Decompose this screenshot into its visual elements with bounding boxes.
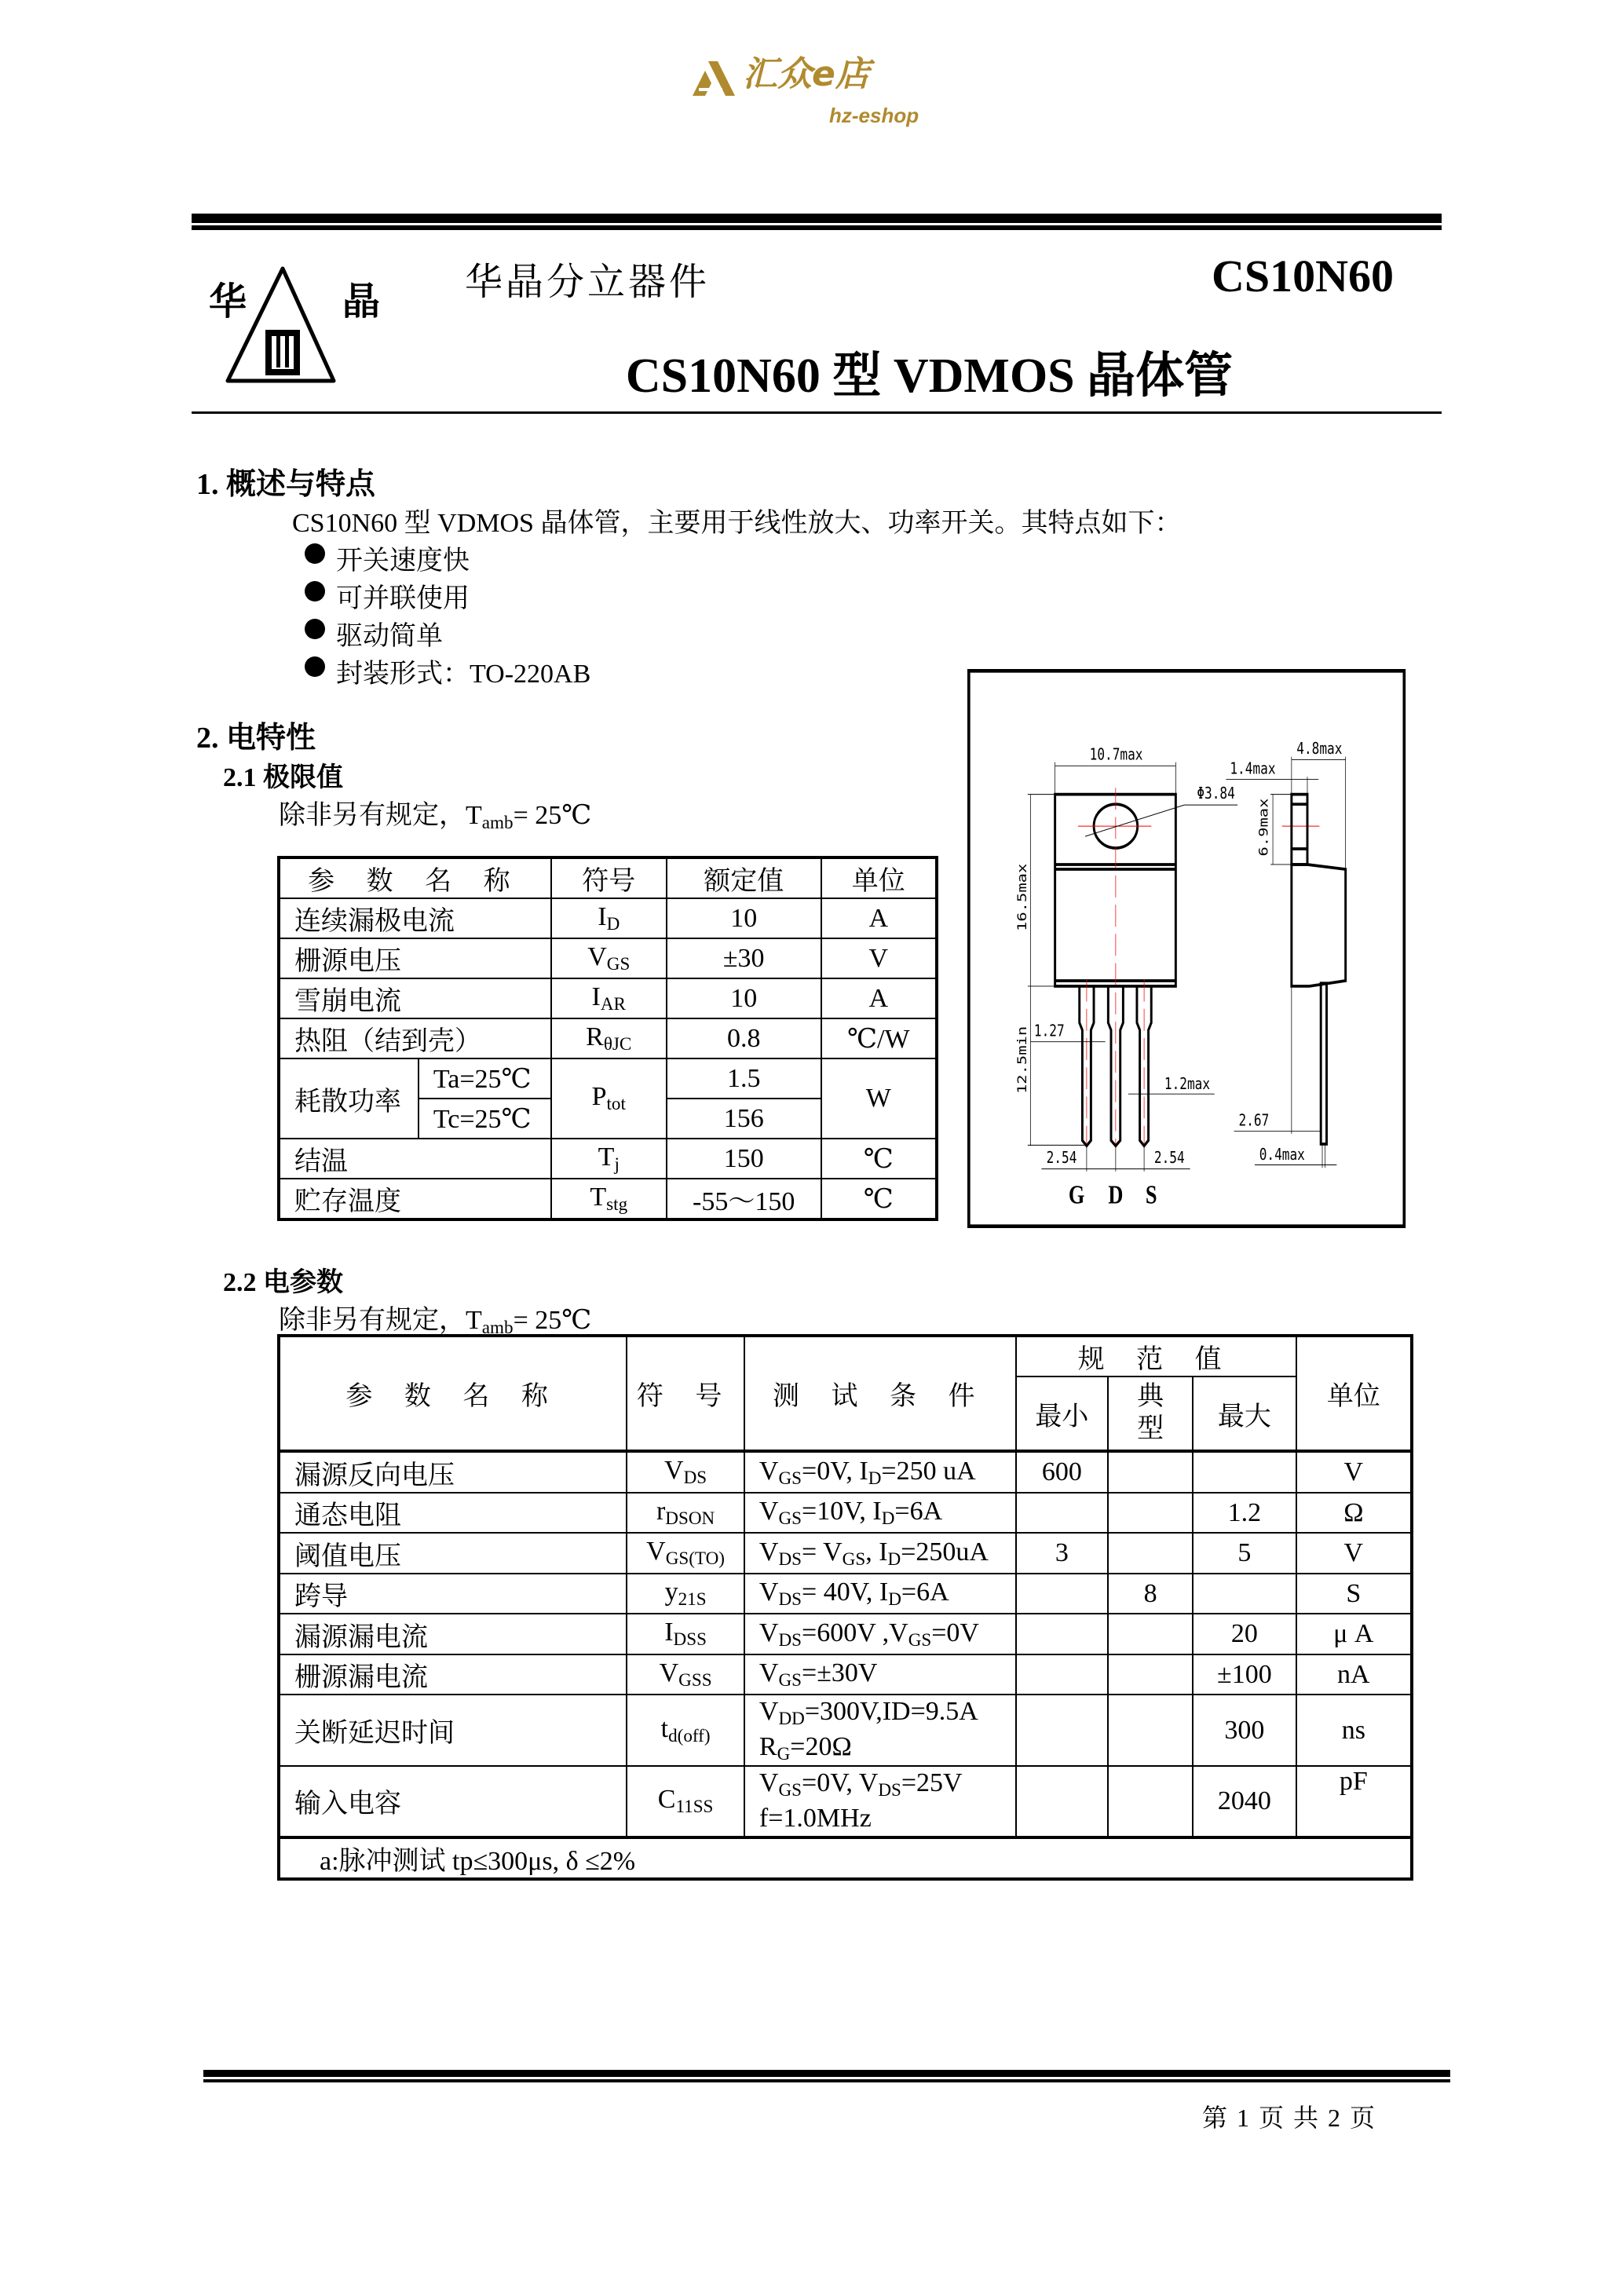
header-cell: 最大 bbox=[1193, 1377, 1296, 1451]
text-part: =6A bbox=[901, 1578, 949, 1607]
text-part: =0V bbox=[931, 1618, 979, 1647]
subscript: GS bbox=[778, 1468, 802, 1489]
symbol-cell bbox=[551, 938, 667, 978]
text-part: , I bbox=[865, 1537, 888, 1567]
value-cell: 156 bbox=[667, 1099, 821, 1139]
text-part: =600V ,V bbox=[802, 1618, 908, 1647]
text-part: V bbox=[758, 1658, 779, 1688]
unit-cell: V bbox=[1296, 1533, 1412, 1574]
max-cell: 300 bbox=[1193, 1695, 1296, 1766]
param-name: 热阻（结到壳） bbox=[279, 1018, 551, 1058]
subscript: D bbox=[868, 1468, 882, 1489]
pin-label-source: S bbox=[1145, 1179, 1157, 1210]
text-part: V bbox=[664, 1456, 684, 1486]
symbol-cell bbox=[551, 978, 667, 1018]
unit-cell: μ A bbox=[1296, 1614, 1412, 1654]
bullet-icon bbox=[305, 543, 325, 564]
param-name: 漏源反向电压 bbox=[279, 1451, 627, 1493]
condition-cell bbox=[744, 1493, 1016, 1533]
text-part: y bbox=[664, 1577, 678, 1607]
typ-cell bbox=[1108, 1654, 1193, 1695]
param-name: 通态电阻 bbox=[279, 1493, 627, 1533]
param-name: 关断延迟时间 bbox=[279, 1695, 627, 1766]
dim-width: 10.7max bbox=[1089, 745, 1143, 764]
text-part: =300V,ID=9.5A bbox=[804, 1697, 978, 1726]
unit-cell: V bbox=[1296, 1451, 1412, 1493]
header-cell: 参 数 名 称 bbox=[279, 1336, 627, 1451]
text-part: V bbox=[758, 1697, 779, 1726]
header-cell: 额定值 bbox=[667, 857, 821, 898]
symbol-main: V bbox=[587, 941, 607, 971]
page-number: 第 1 页 共 2 页 bbox=[1202, 2104, 1377, 2132]
electrical-table bbox=[277, 1334, 1413, 1881]
subscript: GS bbox=[842, 1548, 866, 1570]
text-part: t bbox=[660, 1713, 669, 1743]
text-part: V bbox=[646, 1537, 666, 1567]
subscript: D bbox=[887, 1548, 901, 1570]
max-cell: ±100 bbox=[1193, 1654, 1296, 1695]
symbol-sub: θJC bbox=[603, 1033, 632, 1055]
symbol-cell bbox=[627, 1574, 744, 1614]
symbol-cell bbox=[627, 1493, 744, 1533]
value-cell: 10 bbox=[667, 978, 821, 1018]
value-cell: ±30 bbox=[667, 938, 821, 978]
table-row bbox=[279, 1493, 1412, 1533]
dim-depth: 4.8max bbox=[1296, 740, 1343, 759]
symbol-main: I bbox=[598, 901, 607, 931]
condition-cell bbox=[744, 1614, 1016, 1654]
unit-cell: ℃ bbox=[821, 1139, 937, 1179]
param-name: 栅源电压 bbox=[279, 938, 551, 978]
shop-logo bbox=[691, 55, 950, 141]
table-row bbox=[279, 1614, 1412, 1654]
value-cell: 0.8 bbox=[667, 1018, 821, 1058]
min-cell bbox=[1016, 1654, 1109, 1695]
text-part: R bbox=[758, 1731, 777, 1761]
table-row bbox=[279, 1766, 1412, 1837]
param-name: 阈值电压 bbox=[279, 1533, 627, 1574]
note-sub: amb bbox=[481, 812, 514, 833]
unit-cell: V bbox=[821, 938, 937, 978]
subscript: d(off) bbox=[668, 1725, 711, 1746]
unit-cell: ℃ bbox=[821, 1179, 937, 1219]
header-cell: 符号 bbox=[551, 857, 667, 898]
subscript: DS bbox=[878, 1780, 901, 1801]
value-cell: 10 bbox=[667, 898, 821, 938]
param-name: 输入电容 bbox=[279, 1766, 627, 1837]
unit-cell: ℃/W bbox=[821, 1018, 937, 1058]
table-row bbox=[279, 1533, 1412, 1574]
min-cell: 600 bbox=[1016, 1451, 1109, 1493]
text-part: V bbox=[758, 1497, 779, 1526]
dim-pitch-right: 2.54 bbox=[1153, 1149, 1185, 1168]
shop-logo-icon bbox=[691, 60, 738, 97]
symbol-main: P bbox=[591, 1082, 607, 1112]
limits-heading: 2.1 极限值 bbox=[223, 763, 343, 792]
table-row bbox=[279, 1179, 937, 1219]
value-cell: -55～150 bbox=[667, 1179, 821, 1219]
footer-rule-thin bbox=[203, 2079, 1450, 2082]
note-sub: amb bbox=[481, 1317, 514, 1338]
table-row bbox=[279, 938, 937, 978]
subscript: GS bbox=[778, 1508, 802, 1529]
subscript: GSS bbox=[678, 1669, 712, 1691]
max-cell: 5 bbox=[1193, 1533, 1296, 1574]
symbol-sub: AR bbox=[600, 993, 626, 1015]
dim-hole: Φ3.84 bbox=[1197, 784, 1235, 803]
condition-line bbox=[759, 1576, 1015, 1611]
symbol-sub: D bbox=[606, 913, 620, 934]
bullet-icon bbox=[305, 581, 325, 601]
param-name: 漏源漏电流 bbox=[279, 1614, 627, 1654]
max-cell: 1.2 bbox=[1193, 1493, 1296, 1533]
text-part: V bbox=[758, 1768, 779, 1798]
condition-cell bbox=[744, 1766, 1016, 1837]
table-row bbox=[279, 1058, 937, 1099]
subscript: G bbox=[777, 1743, 791, 1764]
symbol-main: R bbox=[586, 1022, 604, 1051]
condition-line bbox=[759, 1657, 1015, 1692]
symbol-sub: stg bbox=[606, 1194, 628, 1215]
unit-cell: pF bbox=[1296, 1766, 1412, 1837]
note-text: 除非另有规定，T bbox=[279, 1306, 482, 1335]
header-cell: 参 数 名 称 bbox=[279, 857, 551, 898]
subscript: 11SS bbox=[675, 1796, 714, 1817]
subscript: DSS bbox=[673, 1629, 707, 1650]
symbol-sub: GS bbox=[606, 953, 631, 974]
shop-logo-cn: 汇众e店 bbox=[743, 54, 870, 94]
footnote-row bbox=[279, 1837, 1412, 1879]
text-part: V bbox=[659, 1658, 679, 1687]
feature-text: 驱动简单 bbox=[336, 622, 443, 651]
typ-cell: 8 bbox=[1108, 1574, 1193, 1614]
feature-text: 开关速度快 bbox=[336, 547, 470, 576]
text-part: =25V bbox=[901, 1768, 963, 1798]
header-cell: 最小 bbox=[1016, 1377, 1109, 1451]
title-rule bbox=[192, 411, 1442, 414]
bullet-icon bbox=[305, 619, 325, 639]
symbol-cell bbox=[627, 1451, 744, 1493]
symbol-main: T bbox=[598, 1142, 615, 1172]
subscript: DSON bbox=[665, 1508, 715, 1529]
symbol-main: I bbox=[591, 982, 601, 1011]
pin-label-gate: G bbox=[1068, 1179, 1085, 1210]
text-part: = V bbox=[802, 1537, 843, 1567]
feature-text: 可并联使用 bbox=[336, 584, 470, 613]
subscript: D bbox=[888, 1589, 901, 1610]
table-row bbox=[279, 1451, 1412, 1493]
dim-pitch-left: 2.54 bbox=[1046, 1149, 1077, 1168]
text-part: =6A bbox=[894, 1497, 943, 1526]
text-part: V bbox=[758, 1618, 779, 1647]
brand-logo-left-char: 华 bbox=[208, 280, 247, 324]
symbol-cell bbox=[551, 898, 667, 938]
typ-cell bbox=[1108, 1614, 1193, 1654]
dim-lead-width-2: 1.2max bbox=[1164, 1075, 1211, 1094]
feature-text: 封装形式：TO-220AB bbox=[336, 660, 591, 689]
condition-line bbox=[759, 1695, 1015, 1731]
param-name: 结温 bbox=[279, 1139, 551, 1179]
unit-cell: W bbox=[821, 1058, 937, 1139]
company-name: 华晶分立器件 bbox=[465, 260, 711, 304]
table-row bbox=[279, 1695, 1412, 1766]
typ-cell bbox=[1108, 1451, 1193, 1493]
header-cell: 单位 bbox=[1296, 1336, 1412, 1451]
table-row bbox=[279, 1654, 1412, 1695]
text-part: =0V, I bbox=[802, 1456, 868, 1486]
param-name: 贮存温度 bbox=[279, 1179, 551, 1219]
electrical-heading: 2.2 电参数 bbox=[223, 1268, 343, 1297]
condition-cell: Ta=25℃ bbox=[419, 1058, 551, 1099]
footnote: a:脉冲测试 tp≤300μs, δ ≤2% bbox=[279, 1837, 1412, 1879]
subscript: 21S bbox=[678, 1589, 707, 1610]
header-cell: 单位 bbox=[821, 857, 937, 898]
value-cell: 150 bbox=[667, 1139, 821, 1179]
symbol-cell bbox=[551, 1058, 667, 1139]
text-part: f=1.0MHz bbox=[758, 1804, 872, 1834]
dim-lead-length: 12.5min bbox=[1015, 1026, 1030, 1095]
symbol-cell bbox=[627, 1654, 744, 1695]
param-name: 跨导 bbox=[279, 1574, 627, 1614]
dimension-lines bbox=[1028, 757, 1346, 1172]
bullet-icon bbox=[305, 656, 325, 677]
min-cell: 3 bbox=[1016, 1533, 1109, 1574]
text-part: C bbox=[657, 1785, 676, 1815]
feature-item bbox=[336, 614, 443, 653]
dim-height: 16.5max bbox=[1015, 863, 1030, 931]
unit-cell: ns bbox=[1296, 1695, 1412, 1766]
condition-line bbox=[759, 1495, 1015, 1530]
condition-line bbox=[759, 1536, 1015, 1571]
text-part: =0V, V bbox=[802, 1768, 879, 1798]
typ-cell bbox=[1108, 1533, 1193, 1574]
param-name: 雪崩电流 bbox=[279, 978, 551, 1018]
condition-line bbox=[759, 1731, 1015, 1766]
max-cell: 20 bbox=[1193, 1614, 1296, 1654]
symbol-main: T bbox=[590, 1182, 607, 1212]
subscript: D bbox=[881, 1508, 895, 1529]
text-part: =20Ω bbox=[790, 1731, 852, 1761]
min-cell bbox=[1016, 1695, 1109, 1766]
part-number: CS10N60 bbox=[1211, 250, 1394, 302]
text-part: =250uA bbox=[901, 1537, 989, 1567]
shop-logo-en: hz-eshop bbox=[829, 104, 919, 127]
electrical-note bbox=[279, 1298, 591, 1339]
dim-tab-thickness: 1.4max bbox=[1230, 759, 1276, 779]
table-row bbox=[279, 978, 937, 1018]
symbol-cell bbox=[551, 1139, 667, 1179]
text-part: I bbox=[664, 1618, 674, 1647]
condition-cell bbox=[744, 1451, 1016, 1493]
package-drawing bbox=[967, 669, 1407, 1228]
condition-cell: Tc=25℃ bbox=[419, 1099, 551, 1139]
condition-line bbox=[759, 1617, 1015, 1652]
table-row bbox=[279, 1139, 937, 1179]
feature-item bbox=[336, 652, 590, 690]
text-part: =±30V bbox=[802, 1658, 878, 1688]
unit-cell: Ω bbox=[1296, 1493, 1412, 1533]
min-cell bbox=[1016, 1493, 1109, 1533]
symbol-sub: tot bbox=[606, 1093, 626, 1114]
symbol-cell bbox=[551, 1018, 667, 1058]
typ-cell bbox=[1108, 1493, 1193, 1533]
footer-rule-thick bbox=[203, 2070, 1450, 2077]
feature-item bbox=[336, 539, 470, 577]
value-cell: 1.5 bbox=[667, 1058, 821, 1099]
condition-line bbox=[759, 1767, 1015, 1802]
note-text: 除非另有规定，T bbox=[279, 801, 482, 830]
max-cell bbox=[1193, 1451, 1296, 1493]
subscript: GS bbox=[778, 1669, 802, 1691]
document-title: CS10N60 型 VDMOS 晶体管 bbox=[625, 349, 1234, 403]
header-rule-thin bbox=[192, 225, 1442, 230]
condition-cell bbox=[744, 1695, 1016, 1766]
header-cell: 测 试 条 件 bbox=[744, 1336, 1016, 1451]
condition-cell bbox=[744, 1574, 1016, 1614]
section1-heading: 1. 概述与特点 bbox=[196, 468, 376, 501]
header-cell: 典型 bbox=[1108, 1377, 1193, 1451]
text-part: =10V, I bbox=[802, 1497, 882, 1526]
symbol-cell bbox=[627, 1533, 744, 1574]
subscript: DS bbox=[778, 1629, 802, 1651]
unit-cell: S bbox=[1296, 1574, 1412, 1614]
dim-tab-height: 6.9max bbox=[1256, 798, 1271, 857]
table-row bbox=[279, 1574, 1412, 1614]
dim-lead-thickness: 0.4max bbox=[1259, 1146, 1305, 1164]
condition-cell bbox=[744, 1533, 1016, 1574]
max-cell: 2040 bbox=[1193, 1766, 1296, 1837]
typ-cell bbox=[1108, 1766, 1193, 1837]
text-part: = 40V, I bbox=[802, 1578, 889, 1607]
brand-logo-right-char: 晶 bbox=[342, 280, 381, 324]
subscript: DS bbox=[778, 1589, 802, 1610]
param-name: 栅源漏电流 bbox=[279, 1654, 627, 1695]
min-cell bbox=[1016, 1614, 1109, 1654]
subscript: GS(TO) bbox=[665, 1548, 726, 1569]
note-text: = 25℃ bbox=[513, 801, 592, 830]
subscript: GS bbox=[778, 1780, 802, 1801]
table-row bbox=[279, 1018, 937, 1058]
condition-cell bbox=[744, 1654, 1016, 1695]
text-part: r bbox=[656, 1496, 666, 1526]
table-header-row bbox=[279, 1336, 1412, 1377]
symbol-cell bbox=[627, 1614, 744, 1654]
note-text: = 25℃ bbox=[513, 1306, 592, 1335]
subscript: DD bbox=[778, 1708, 805, 1729]
header-cell: 符 号 bbox=[627, 1336, 744, 1451]
feature-item bbox=[336, 576, 470, 615]
typ-cell bbox=[1108, 1695, 1193, 1766]
subscript: DS bbox=[683, 1467, 707, 1488]
subscript: GS bbox=[908, 1629, 932, 1651]
condition-line bbox=[759, 1455, 1015, 1490]
side-view bbox=[1292, 795, 1346, 1144]
header-cell: 规 范 值 bbox=[1016, 1336, 1296, 1377]
section2-heading: 2. 电特性 bbox=[196, 722, 316, 755]
symbol-cell bbox=[627, 1766, 744, 1837]
subscript: DS bbox=[778, 1548, 802, 1570]
symbol-cell bbox=[551, 1179, 667, 1219]
min-cell bbox=[1016, 1766, 1109, 1837]
unit-cell: A bbox=[821, 898, 937, 938]
table-row bbox=[279, 898, 937, 938]
limits-note bbox=[279, 793, 591, 834]
table-header-row bbox=[279, 857, 937, 898]
text-part: =250 uA bbox=[881, 1456, 976, 1486]
condition-line bbox=[759, 1802, 1015, 1836]
limits-table bbox=[277, 856, 938, 1221]
param-name: 耗散功率 bbox=[279, 1058, 419, 1139]
text-part: V bbox=[758, 1456, 779, 1486]
dim-lead-offset: 2.67 bbox=[1238, 1111, 1270, 1131]
min-cell bbox=[1016, 1574, 1109, 1614]
text-part: V bbox=[758, 1578, 779, 1607]
param-name: 连续漏极电流 bbox=[279, 898, 551, 938]
dim-lead-width: 1.27 bbox=[1033, 1022, 1065, 1041]
text-part: V bbox=[758, 1537, 779, 1567]
unit-cell: A bbox=[821, 978, 937, 1018]
symbol-sub: j bbox=[614, 1153, 620, 1175]
unit-cell: nA bbox=[1296, 1654, 1412, 1695]
symbol-cell bbox=[627, 1695, 744, 1766]
section1-intro: CS10N60 型 VDMOS 晶体管，主要用于线性放大、功率开关。其特点如下： bbox=[292, 509, 1182, 538]
pin-label-drain: D bbox=[1108, 1179, 1124, 1210]
max-cell bbox=[1193, 1574, 1296, 1614]
header-rule-thick bbox=[192, 214, 1442, 223]
